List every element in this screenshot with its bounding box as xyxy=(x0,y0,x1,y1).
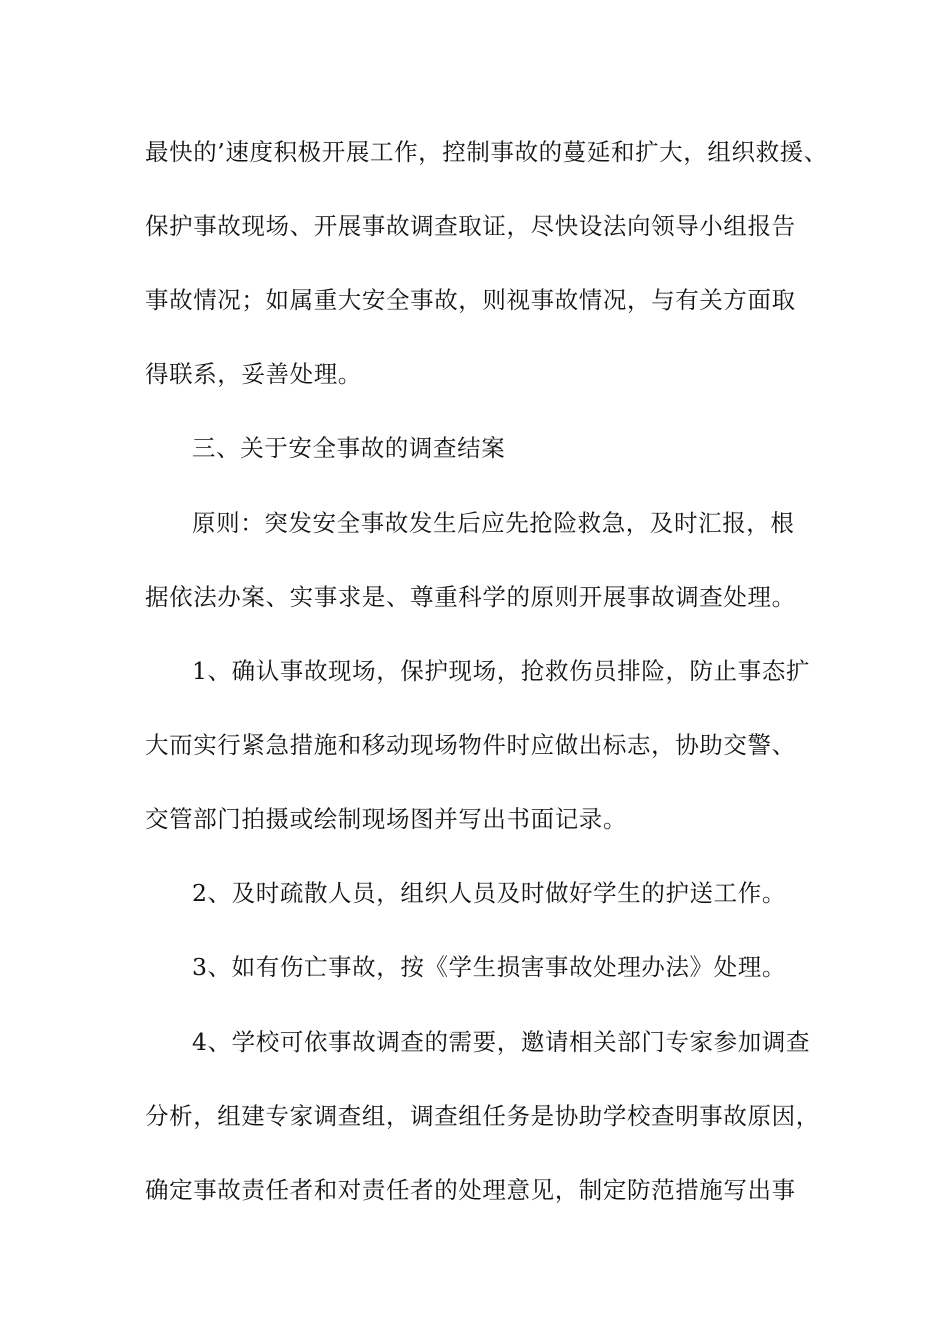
text-line-7: 据依法办案、实事求是、尊重科学的原则开展事故调查处理。 xyxy=(145,583,796,611)
text-line-6: 原则：突发安全事故发生后应先抢险救急，及时汇报，根 xyxy=(192,509,795,537)
text-line-4: 得联系，妥善处理。 xyxy=(145,360,362,388)
list-item-4-line-1: 4、学校可依事故调查的需要，邀请相关部门专家参加调查 xyxy=(192,1028,811,1056)
list-item-1-line-3: 交管部门拍摄或绘制现场图并写出书面记录。 xyxy=(145,805,627,833)
text-line-1: 最快的’速度积极开展工作，控制事故的蔓延和扩大，组织救援、 xyxy=(145,138,828,166)
text-line-2: 保护事故现场、开展事故调查取证，尽快设法向领导小组报告 xyxy=(145,212,796,240)
list-item-4-line-2: 分析，组建专家调查组，调查组任务是协助学校查明事故原因， xyxy=(145,1102,820,1130)
list-item-3: 3、如有伤亡事故，按《学生损害事故处理办法》处理。 xyxy=(192,953,786,981)
section-heading: 三、关于安全事故的调查结案 xyxy=(192,434,506,462)
list-item-1-line-1: 1、确认事故现场，保护现场，抢救伤员排险，防止事态扩 xyxy=(192,657,811,685)
list-item-1-line-2: 大而实行紧急措施和移动现场物件时应做出标志，协助交警、 xyxy=(145,731,796,759)
list-item-4-line-3: 确定事故责任者和对责任者的处理意见，制定防范措施写出事 xyxy=(145,1176,796,1204)
text-line-3: 事故情况；如属重大安全事故，则视事故情况，与有关方面取 xyxy=(145,286,796,314)
list-item-2: 2、及时疏散人员，组织人员及时做好学生的护送工作。 xyxy=(192,879,786,907)
